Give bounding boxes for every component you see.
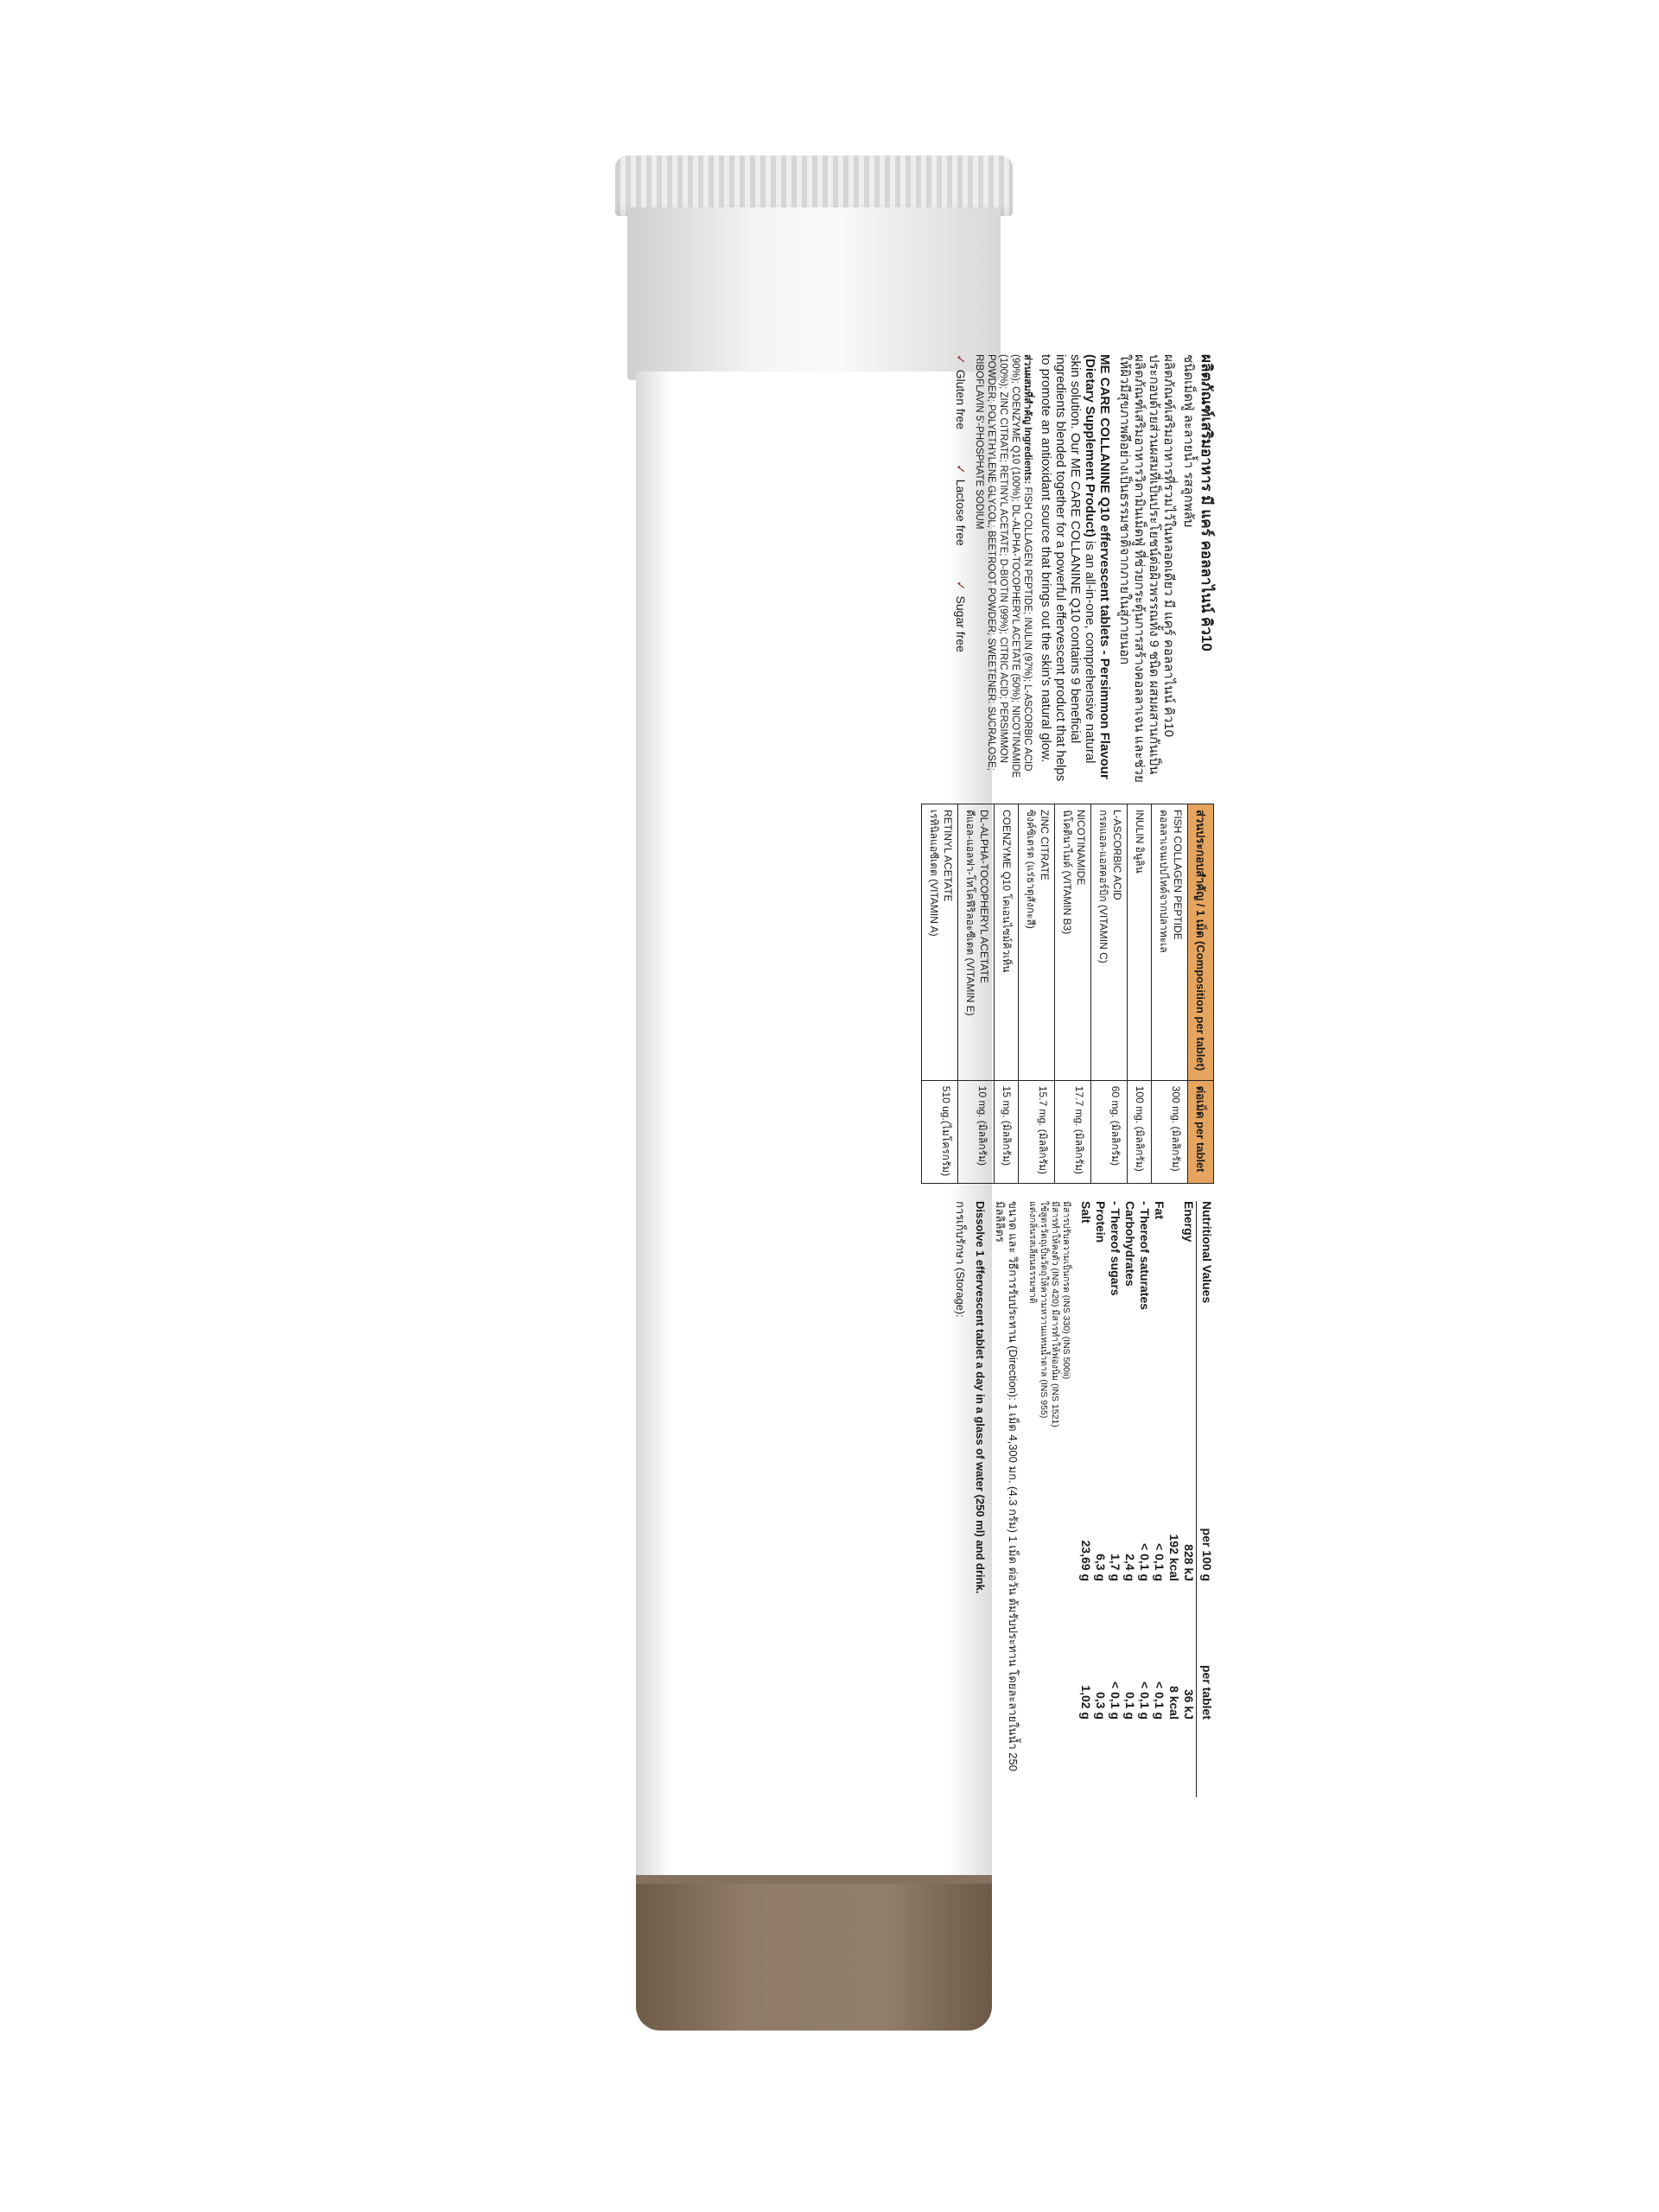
composition-row <box>1019 804 1055 1184</box>
nutrition-per100: 192 kcal <box>1167 1534 1181 1581</box>
product-desc-en <box>1039 354 1112 786</box>
composition-row <box>1152 804 1188 1184</box>
composition-row <box>1055 804 1091 1184</box>
product-description-column <box>860 354 1214 786</box>
nutrition-per100: 6,3 g <box>1094 1554 1108 1581</box>
nutrition-per100: 828 kJ <box>1182 1544 1196 1581</box>
nutrition-row <box>1152 1201 1166 1797</box>
nutrition-label: Energy <box>1182 1201 1196 1243</box>
badge-sugar-free: ✓ Sugar free <box>954 580 968 652</box>
check-icon: ✓ <box>954 354 968 365</box>
nutrition-label <box>1166 1201 1181 1443</box>
composition-row <box>1128 804 1152 1184</box>
composition-name: INULIN อินูลิน <box>1134 810 1146 874</box>
product-subtitle-th: ชนิดเม็ดฟู่ ละลายน้ำ รสลูกพลับ <box>1181 354 1196 528</box>
nutrition-perTab: 36 kJ <box>1182 1688 1196 1719</box>
badge-gluten-free: ✓ Gluten free <box>954 354 968 429</box>
nutrition-note: แต่งกลิ่นรสเลียนธรรมชาติ <box>1027 1201 1038 1304</box>
composition-row <box>1091 804 1128 1184</box>
nutrition-note: มีสารปรับความเป็นกรด (INS 330) (INS 500ii) <box>1061 1201 1071 1380</box>
nutrition-perTab: < 0,1 g <box>1109 1681 1122 1719</box>
nutrition-rows <box>1078 1201 1196 1797</box>
nutrition-column <box>860 1201 1214 1797</box>
composition-column <box>860 804 1214 1184</box>
composition-header-right: ต่อเม็ด per tablet <box>1188 1080 1214 1183</box>
product-desc-en-title: ME CARE COLLANINE Q10 effervescent tablets - Persimmon Flavour (Dietary Supplement Product) <box>1083 354 1112 779</box>
nutrition-note: ใช้สูตรวัตถุเป็นวัตถุให้ความหวานแทนน้ำตาล (INS 955) <box>1039 1201 1049 1419</box>
composition-name-th: กรดแอล-แอสคอร์บิก (VITAMIN C) <box>1097 810 1109 963</box>
ingredients-text <box>973 354 1033 786</box>
check-icon: ✓ <box>954 580 968 591</box>
ingredients-label: ส่วนผสมที่สำคัญ Ingredients: <box>1022 354 1033 485</box>
product-desc-th: ผลิตภัณฑ์เสริมอาหารที่รวมไว้ในหลอดเดียว มี แคร์ คอลลาไนน์ คิว10 ประกอบด้วยส่วนผสมที่เป็นประโยชน์ต่อผิวพรรณทั้ง 9 ชนิด ผสมผสานกันเป็นผลิตภัณฑ์เสริมอาหารวิตามินเม็ดฟู่ ที่ช่วยกระตุ้นการสร้างคอลลาเจน และช่วยให้ผิวมีสุขภาพดีอย่างเป็นธรรมชาติจากภายในสู่ภายนอก <box>1117 354 1176 783</box>
nutrition-per100: 2,4 g <box>1123 1554 1137 1581</box>
composition-amount: 300 mg. (มิลลิกรัม) <box>1152 1080 1188 1183</box>
composition-name-th: นิโคตินาไมด์ (VITAMIN B3) <box>1061 810 1073 935</box>
nutrition-row <box>1137 1201 1152 1797</box>
check-icon: ✓ <box>954 464 968 474</box>
product-desc-en-body: is an all-in-one, comprehensive natural skin solution. Our ME CARE COLLANINE Q10 contains 9 beneficial ingredients blended together for a powerful effervescent product that helps to promote an antioxidant source that brings out the skin's natural glow. <box>1039 354 1097 782</box>
nutrition-label: Fat <box>1153 1201 1166 1219</box>
composition-amount: 17.7 mg. (มิลลิกรัม) <box>1055 1080 1091 1183</box>
composition-name: COENZYME Q10 โคเอนไซม์คิวเท็น <box>1001 810 1013 973</box>
product-label <box>860 354 1214 1823</box>
composition-name-th: ซิงค์ซิเตรต (แร่ธาตุสังกะสี) <box>1025 810 1037 929</box>
composition-name-th: ดีแอล-แอลฟา-โทโคฟีริลอะซีเตต (VITAMIN E) <box>964 810 976 1016</box>
nutrition-row <box>1166 1201 1181 1797</box>
direction-th: ขนาด และ วิธีการรับประทาน (Direction): 1 เม็ด 4,300 มก. (4.3 กรัม) 1 เม็ด ต่อวัน ต้มรับประทาน โดยละลายในน้ำ 250 มิลลิลิตร <box>994 1201 1020 1771</box>
composition-row <box>922 804 958 1184</box>
nutrition-note: มีสารทำให้คงตัว (INS 420) มีสารทำให้ฟองนิ่ม (INS 1521) <box>1050 1201 1060 1427</box>
nutrition-perTab: 0,3 g <box>1094 1692 1108 1719</box>
nutrition-label: Salt <box>1079 1201 1093 1224</box>
product-title-th: ผลิตภัณฑ์เสริมอาหาร มี แคร์ คอลลาไนน์ คิว10 <box>1198 354 1215 652</box>
composition-name-th: เรทินิลแอซีเตต (VITAMIN A) <box>928 810 940 937</box>
composition-row <box>958 804 995 1184</box>
composition-amount: 60 mg. (มิลลิกรัม) <box>1091 1080 1128 1183</box>
composition-name: ZINC CITRATE <box>1039 810 1051 880</box>
nutrition-notes <box>1027 1201 1071 1797</box>
composition-amount: 10 mg. (มิลลิกรัม) <box>958 1080 995 1183</box>
nutrition-row <box>1122 1201 1137 1797</box>
nutrition-perTab: 1,02 g <box>1079 1685 1093 1719</box>
composition-header-left: ส่วนประกอบสำคัญ / 1 เม็ด (Composition per tablet) <box>1188 804 1214 1081</box>
composition-name-th: คอลลาเจนเปปไทด์จากปลาทะเล <box>1158 810 1170 953</box>
composition-name: DL-ALPHA-TOCOPHERYL ACETATE <box>978 810 990 983</box>
composition-name: FISH COLLAGEN PEPTIDE <box>1172 810 1184 940</box>
composition-row <box>995 804 1019 1184</box>
nutrition-label: - Thereof sugars <box>1109 1201 1122 1296</box>
badge-lactose-free: ✓ Lactose free <box>954 464 968 546</box>
ingredients-list: FISH COLLAGEN PEPTIDE; INULIN (97%); L-ASCORBIC ACID (90%); COENZYME Q10 (100%); DL-ALPHA-TOCOPHERYL ACETATE (50%); NICOTINAMIDE (100%); ZINC CITRATE; RETINYL ACETATE; D-BIOTIN (99%); CITRIC ACID; PERSIMMON POWDER; POLYETHYLENE GLYCOL; BEETROOT POWDER; SWEETENER: SUCRALOSE; RIBOFLAVIN 5'-PHOSPHATE SODIUM <box>974 354 1033 779</box>
composition-amount: 15 mg. (มิลลิกรัม) <box>995 1080 1019 1183</box>
nutrition-label: Protein <box>1094 1201 1108 1243</box>
composition-table <box>921 804 1214 1184</box>
composition-amount: 15.7 mg. (มิลลิกรัม) <box>1019 1080 1055 1183</box>
nutrition-row <box>1078 1201 1093 1797</box>
nutrition-row <box>1108 1201 1122 1797</box>
badges <box>953 354 968 786</box>
nutrition-perTab: < 0,1 g <box>1138 1681 1152 1719</box>
nutrition-perTab: < 0,1 g <box>1153 1681 1166 1719</box>
nutrition-row <box>1093 1201 1108 1797</box>
nutrition-header: Nutritional Values per 100 g per tablet <box>1196 1201 1214 1797</box>
nutrition-label: - Thereof saturates <box>1138 1201 1152 1311</box>
nutrition-per100: 1,7 g <box>1109 1554 1122 1581</box>
nutrition-row <box>1181 1201 1196 1797</box>
nutrition-perTab: 8 kcal <box>1167 1686 1181 1719</box>
composition-name: RETINYL ACETATE <box>942 810 954 902</box>
composition-amount: 100 mg. (มิลลิกรัม) <box>1128 1080 1152 1183</box>
storage-label: การเก็บรักษา (Storage): <box>954 1201 967 1318</box>
composition-name: NICOTINAMIDE <box>1075 810 1087 886</box>
tube-bottom-edge <box>636 1875 992 1884</box>
nutrition-per100: 23,69 g <box>1079 1540 1093 1581</box>
nutrition-label: Carbohydrates <box>1123 1201 1137 1287</box>
composition-name: L-ASCORBIC ACID <box>1111 810 1123 900</box>
tube-bottom-band <box>636 1875 992 2031</box>
direction-en: Dissolve 1 effervescent tablet a day in a glass of water (250 ml) and drink. <box>974 1201 987 1594</box>
composition-amount: 510 ug.(ไมโครกรัม) <box>922 1080 958 1183</box>
nutrition-per100: < 0,1 g <box>1153 1543 1166 1581</box>
nutrition-per100: < 0,1 g <box>1138 1543 1152 1581</box>
nutrition-perTab: 0,1 g <box>1123 1692 1137 1719</box>
